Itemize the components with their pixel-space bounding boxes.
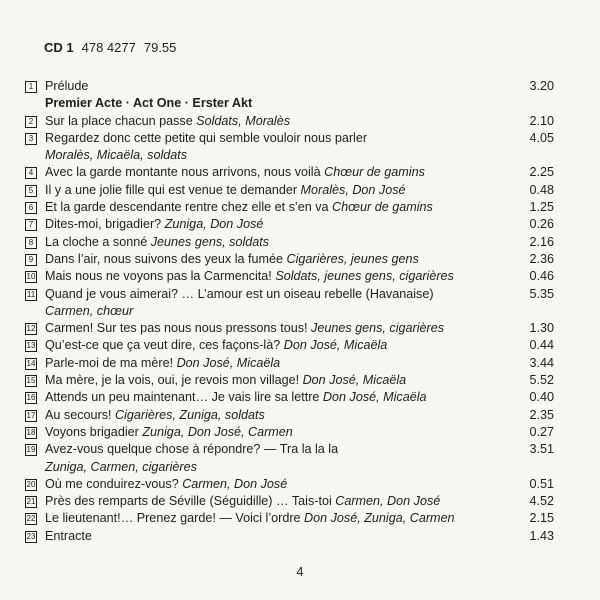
track-number: 1 — [25, 81, 37, 93]
track-text: Carmen! Sur tes pas nous nous pressons tous! — [45, 321, 312, 336]
track-number: 15 — [26, 376, 36, 386]
track-text: Sur la place chacun passe — [45, 113, 197, 128]
track-text: Ma mère, je la vois, oui, je revois mon village! — [45, 373, 303, 388]
track-row — [25, 355, 554, 372]
track-row — [25, 528, 554, 545]
act-heading: Premier Acte · Act One · Erster Akt — [45, 96, 253, 111]
track-number: 10 — [26, 272, 36, 282]
track-title — [45, 372, 514, 389]
track-number: 23 — [26, 531, 36, 541]
track-performers: Don José, Zuniga, Carmen — [304, 511, 455, 526]
track-title — [45, 199, 514, 216]
track-number: 11 — [26, 289, 36, 299]
track-duration: 2.36 — [529, 251, 554, 266]
track-duration: 2.35 — [529, 407, 554, 422]
track-number: 5 — [25, 185, 37, 197]
track-text: Avez-vous quelque chose à répondre? — Tra la la la — [45, 442, 339, 457]
track-title — [45, 441, 514, 476]
cd-number: CD 1 — [44, 40, 74, 55]
track-performers: Don José, Micaëla — [176, 355, 281, 370]
track-number: 4 — [25, 167, 37, 179]
track-performers: Don José, Micaëla — [283, 338, 388, 353]
track-duration: 2.16 — [529, 234, 554, 249]
track-performers: Carmen, chœur — [45, 303, 134, 318]
track-number: 17 — [26, 410, 36, 420]
track-performers: Carmen, Don José — [335, 494, 441, 509]
track-title — [45, 528, 514, 545]
track-text: Parle-moi de ma mère! — [45, 355, 177, 370]
track-title — [45, 337, 514, 354]
track-number: 18 — [26, 427, 36, 437]
track-text: La cloche a sonné — [45, 234, 151, 249]
track-performers: Cigarières, jeunes gens — [286, 251, 419, 266]
track-duration: 4.52 — [529, 494, 554, 509]
track-duration: 4.05 — [529, 130, 554, 145]
track-title — [45, 251, 514, 268]
track-text: Attends un peu maintenant… Je vais lire sa lettre — [45, 390, 323, 405]
track-performers: Zuniga, Don José, Carmen — [142, 424, 293, 439]
track-row — [25, 441, 554, 476]
track-duration: 0.51 — [529, 476, 554, 491]
track-performers: Cigarières, Zuniga, soldats — [115, 407, 265, 422]
track-row — [25, 493, 554, 510]
track-number: 9 — [25, 254, 37, 266]
track-title — [45, 268, 514, 285]
track-row — [25, 268, 554, 285]
track-number: 12 — [26, 324, 36, 334]
track-row — [25, 216, 554, 233]
track-performers: Don José, Micaëla — [302, 373, 407, 388]
track-row — [25, 182, 554, 199]
track-duration: 1.25 — [529, 200, 554, 215]
track-text: Il y a une jolie fille qui est venue te demander — [45, 182, 301, 197]
track-duration: 0.44 — [529, 338, 554, 353]
track-performers: Carmen, Don José — [182, 476, 288, 491]
track-text: Voyons brigadier — [45, 424, 143, 439]
track-text: Où me conduirez-vous? — [45, 476, 183, 491]
track-performers: Soldats, Moralès — [196, 113, 291, 128]
track-number: 6 — [25, 202, 37, 214]
track-number: 19 — [26, 445, 36, 455]
track-text: Dans l’air, nous suivons des yeux la fumée — [45, 251, 287, 266]
track-performers: Jeunes gens, soldats — [150, 234, 270, 249]
track-row — [25, 251, 554, 268]
track-duration: 0.26 — [529, 217, 554, 232]
track-row — [25, 113, 554, 130]
track-title — [45, 234, 514, 251]
track-text: Au secours! — [45, 407, 115, 422]
track-duration: 0.27 — [529, 424, 554, 439]
track-title — [45, 130, 514, 165]
track-row — [25, 510, 554, 527]
track-number: 22 — [26, 514, 36, 524]
track-text: Quand je vous aimerai? … L’amour est un oiseau rebelle (Havanaise) — [45, 286, 434, 301]
track-number: 13 — [26, 341, 36, 351]
track-list — [25, 78, 554, 545]
track-number: 21 — [26, 497, 36, 507]
track-title — [45, 407, 514, 424]
track-row — [25, 286, 554, 321]
track-title — [45, 424, 514, 441]
track-duration: 5.35 — [529, 286, 554, 301]
track-title — [45, 355, 514, 372]
track-row — [25, 372, 554, 389]
track-performers: Zuniga, Carmen, cigarières — [45, 459, 197, 474]
track-duration: 2.10 — [529, 113, 554, 128]
total-duration: 79.55 — [143, 40, 177, 55]
track-row — [25, 389, 554, 406]
track-row — [25, 164, 554, 181]
track-duration: 5.52 — [529, 373, 554, 388]
track-performers: Soldats, jeunes gens, cigarières — [275, 269, 454, 284]
track-text: Qu’est-ce que ça veut dire, ces façons-là? — [45, 338, 284, 353]
track-text: Mais nous ne voyons pas la Carmencita! — [45, 269, 276, 284]
page-number: 4 — [296, 565, 304, 579]
track-title — [45, 164, 514, 181]
track-performers: Chœur de gamins — [332, 200, 433, 215]
track-row — [25, 78, 554, 95]
track-text: Le lieutenant!… Prenez garde! — Voici l’ordre — [45, 511, 305, 526]
cd-header — [44, 40, 176, 55]
track-row — [25, 199, 554, 216]
track-performers: Don José, Micaëla — [322, 390, 427, 405]
track-duration: 1.30 — [529, 321, 554, 336]
track-performers: Chœur de gamins — [324, 165, 425, 180]
track-duration: 0.40 — [529, 390, 554, 405]
track-text: Regardez donc cette petite qui semble vouloir nous parler — [45, 130, 368, 145]
track-duration: 0.48 — [529, 182, 554, 197]
track-title — [45, 493, 514, 510]
track-text: Et la garde descendante rentre chez elle et s’en va — [45, 200, 333, 215]
track-number: 14 — [26, 358, 36, 368]
track-text: Près des remparts de Séville (Séguidille) … Tais-toi — [45, 494, 336, 509]
track-row — [25, 424, 554, 441]
track-number: 2 — [25, 116, 37, 128]
track-number: 7 — [25, 219, 37, 231]
track-duration: 2.25 — [529, 165, 554, 180]
catalog-number: 478 4277 — [81, 40, 136, 55]
act-heading-row — [25, 95, 554, 112]
track-row — [25, 337, 554, 354]
track-title — [45, 389, 514, 406]
track-number: 3 — [25, 133, 37, 145]
track-number: 20 — [26, 479, 36, 489]
track-title — [45, 320, 514, 337]
track-duration: 3.44 — [529, 355, 554, 370]
track-title — [45, 510, 514, 527]
track-duration: 1.43 — [529, 528, 554, 543]
track-title — [45, 113, 514, 130]
track-title — [45, 182, 514, 199]
track-text: Dites-moi, brigadier? — [45, 217, 165, 232]
track-performers: Moralès, Don José — [300, 182, 406, 197]
spacer — [25, 98, 37, 110]
track-title — [45, 476, 514, 493]
track-text: Entracte — [45, 528, 92, 543]
track-row — [25, 476, 554, 493]
track-duration: 3.20 — [529, 79, 554, 93]
track-text: Prélude — [45, 79, 89, 93]
track-performers: Jeunes gens, cigarières — [311, 321, 445, 336]
track-number: 8 — [25, 237, 37, 249]
track-title — [45, 216, 514, 233]
track-performers: Zuniga, Don José — [164, 217, 264, 232]
track-number: 16 — [26, 393, 36, 403]
track-title — [45, 78, 514, 95]
track-duration: 2.15 — [529, 511, 554, 526]
track-row — [25, 320, 554, 337]
track-title — [45, 286, 514, 321]
track-text: Avec la garde montante nous arrivons, nous voilà — [45, 165, 325, 180]
track-row — [25, 130, 554, 165]
track-duration: 3.51 — [529, 442, 554, 457]
track-row — [25, 407, 554, 424]
track-duration: 0.46 — [529, 269, 554, 284]
track-row — [25, 234, 554, 251]
track-performers: Moralès, Micaëla, soldats — [45, 148, 188, 163]
